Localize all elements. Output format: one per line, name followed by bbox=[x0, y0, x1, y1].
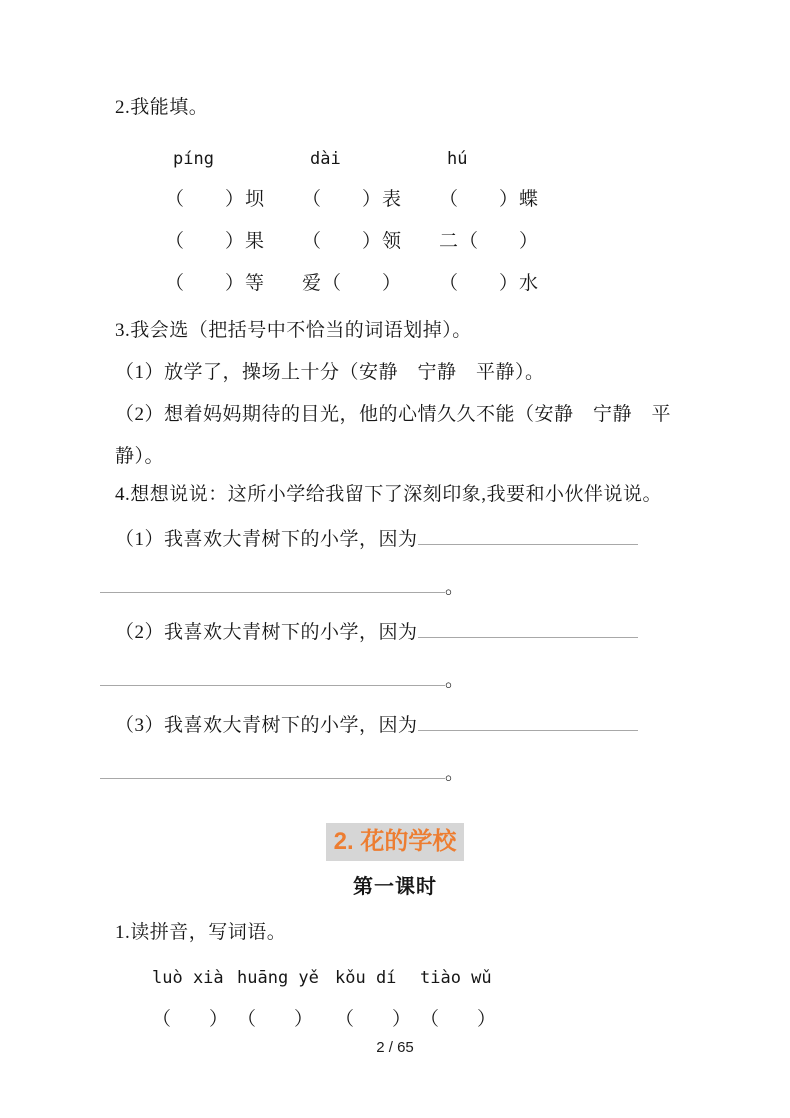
item-suffix: 。 bbox=[445, 577, 465, 598]
item-suffix: 。 bbox=[445, 763, 465, 784]
pinyin-label: dài bbox=[310, 149, 341, 169]
item-prefix: （3）我喜欢大青树下的小学，因为 bbox=[115, 715, 418, 736]
fill-row bbox=[165, 229, 675, 255]
lesson-subtitle: 第一课时 bbox=[353, 876, 437, 898]
question-4-item-3-line-2 bbox=[115, 758, 675, 787]
page-number: 2 / 65 bbox=[376, 1039, 414, 1056]
fill-blank-item: （ ）果 bbox=[165, 231, 266, 252]
question-2-title: 2.我能填。 bbox=[115, 97, 209, 118]
lesson-heading-wrap bbox=[115, 823, 675, 861]
fill-blank-item: （ ）表 bbox=[302, 189, 403, 210]
answer-blank bbox=[100, 572, 445, 593]
question-4-item-1-line-2 bbox=[115, 572, 675, 601]
answer-blank bbox=[100, 758, 445, 779]
question-4-item-2-line-2 bbox=[115, 665, 675, 694]
pinyin-row bbox=[165, 147, 675, 171]
answer-blank bbox=[418, 617, 638, 638]
answer-paren-row bbox=[115, 1007, 675, 1033]
question-3-title: 3.我会选（把括号中不恰当的词语划掉）。 bbox=[115, 320, 472, 341]
fill-blank-item: （ ）蝶 bbox=[439, 189, 540, 210]
answer-blank bbox=[100, 665, 445, 686]
fill-row bbox=[165, 271, 675, 297]
answer-parens: （ ） bbox=[152, 1009, 229, 1030]
question-4-item-3-line-1 bbox=[115, 710, 675, 739]
pinyin-row-bottom bbox=[115, 966, 675, 990]
pinyin-label: huāng yě bbox=[237, 968, 319, 988]
answer-blank bbox=[418, 710, 638, 731]
lesson-title: 2. 花的学校 bbox=[326, 823, 465, 861]
question-1b-title: 1.读拼音，写词语。 bbox=[115, 922, 287, 943]
question-2-fill-grid bbox=[165, 147, 675, 297]
question-4-item-2-line-1 bbox=[115, 617, 675, 646]
answer-parens: （ ） bbox=[237, 1009, 314, 1030]
item-prefix: （1）我喜欢大青树下的小学，因为 bbox=[115, 529, 418, 550]
question-3-item-2-line-1: （2）想着妈妈期待的目光，他的心情久久不能（安静 宁静 平 bbox=[115, 404, 672, 425]
question-4-item-1-line-1 bbox=[115, 524, 675, 553]
fill-blank-item: （ ）领 bbox=[302, 231, 403, 252]
pinyin-label: hú bbox=[447, 149, 468, 169]
fill-blank-item: 爱（ ） bbox=[302, 273, 403, 294]
item-prefix: （2）我喜欢大青树下的小学，因为 bbox=[115, 622, 418, 643]
question-3-item-2-line-2: 静）。 bbox=[115, 446, 165, 467]
fill-blank-item: （ ）等 bbox=[165, 273, 266, 294]
fill-blank-item: （ ）坝 bbox=[165, 189, 266, 210]
pinyin-label: píng bbox=[173, 149, 214, 169]
fill-blank-item: 二（ ） bbox=[439, 231, 540, 252]
question-4-title: 4.想想说说：这所小学给我留下了深刻印象,我要和小伙伴说说。 bbox=[115, 484, 663, 505]
answer-parens: （ ） bbox=[335, 1009, 412, 1030]
fill-row bbox=[165, 187, 675, 213]
item-suffix: 。 bbox=[445, 670, 465, 691]
question-3-item-1: （1）放学了，操场上十分（安静 宁静 平静）。 bbox=[115, 362, 545, 383]
pinyin-label: tiào wǔ bbox=[420, 968, 492, 988]
answer-blank bbox=[418, 524, 638, 545]
pinyin-label: kǒu dí bbox=[335, 968, 397, 988]
pinyin-label: luò xià bbox=[152, 968, 224, 988]
fill-blank-item: （ ）水 bbox=[439, 273, 540, 294]
answer-parens: （ ） bbox=[420, 1009, 497, 1030]
